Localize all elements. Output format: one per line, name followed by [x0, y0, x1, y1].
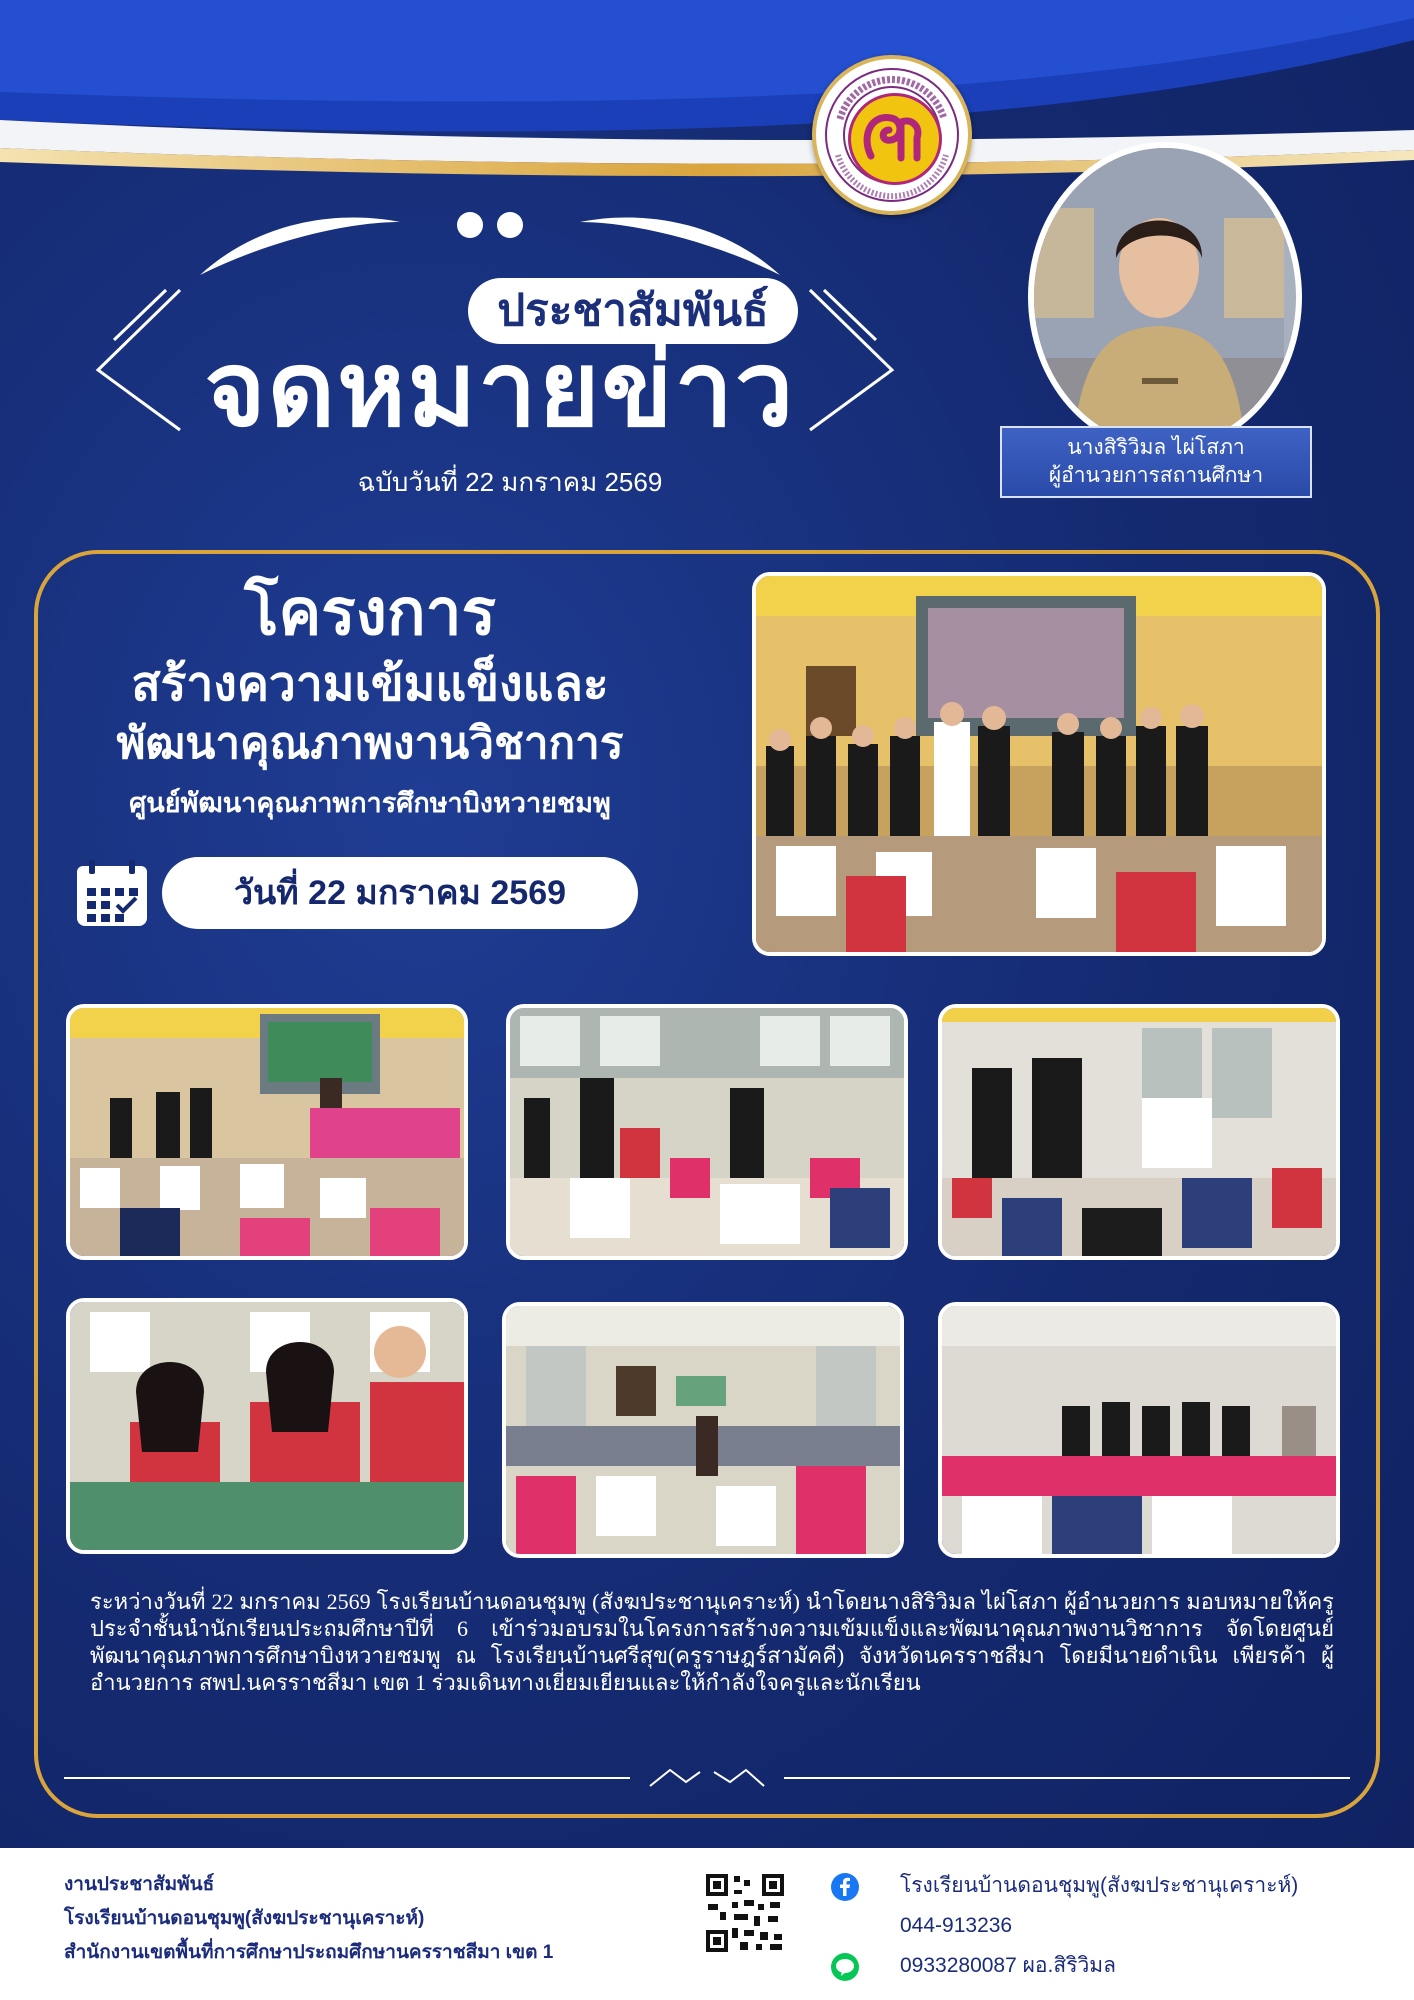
footer-office: สำนักงานเขตพื้นที่การศึกษาประถมศึกษานครราชสีมา เขต 1: [64, 1942, 554, 1963]
director-photo: [1028, 142, 1302, 452]
director-caption: [1000, 426, 1312, 498]
issue-date: ฉบับวันที่ 22 มกราคม 2569: [357, 467, 663, 497]
project-label: โครงการ: [244, 576, 496, 648]
photo-classroom-6: [938, 1302, 1340, 1558]
facebook-icon: [830, 1872, 860, 1902]
footer-dept: งานประชาสัมพันธ์: [64, 1874, 215, 1895]
photo-classroom-1: [66, 1004, 468, 1260]
project-title-line-2: พัฒนาคุณภาพงานวิชาการ: [116, 719, 624, 768]
facebook-label: โรงเรียนบ้านดอนชุมพู(สังฆประชานุเคราะห์): [900, 1874, 1299, 1897]
footer-organization: [64, 1868, 553, 1970]
project-heading: [100, 570, 640, 826]
phone-number: 044-913236: [900, 1914, 1013, 1937]
facebook-contact[interactable]: [830, 1866, 1390, 1906]
divider: [64, 1766, 1350, 1790]
footer-contacts: [830, 1866, 1390, 1986]
news-body: ระหว่างวันที่ 22 มกราคม 2569 โรงเรียนบ้านดอนชุมพู (สังฆประชานุเคราะห์) นำโดยนางสิริวิมล ไผ่โสภา ผู้อำนวยการ มอบหมายให้ครูประจำชั้นนำนักเรียนประถมศึกษาปีที่ 6 เข้าร่วมอบรมในโครงการสร้างความเข้มแข็งและพัฒนาคุณภาพงานวิชาการ จัดโดยศูนย์พัฒนาคุณภาพการศึกษาบิงหวายชมพู ณ โรงเรียนบ้านศรีสุข(ครูราษฎร์สามัคคี) จังหวัดนครราชสีมา โดยมีนายดำเนิน เพียรค้า ผู้อำนวยการ สพป.นครราชสีมา เขต 1 ร่วมเดินทางเยี่ยมเยียนและให้กำลังใจครูและนักเรียน: [90, 1589, 1334, 1695]
footer: [0, 1848, 1414, 2000]
director-name: นางสิริวิมล ไผ่โสภา: [1067, 436, 1245, 459]
newsletter-title: จดหมายข่าว: [204, 332, 796, 448]
photo-classroom-3: [938, 1004, 1340, 1260]
qr-code[interactable]: [704, 1872, 786, 1954]
photo-classroom-5: [502, 1302, 904, 1558]
project-title-line-1: สร้างความเข้มแข็งและ: [131, 658, 609, 711]
line-contact[interactable]: [830, 1946, 1390, 1986]
calendar-icon: [74, 858, 150, 928]
photo-classroom-2: [506, 1004, 908, 1260]
project-organizer: ศูนย์พัฒนาคุณภาพการศึกษาบิงหวายชมพู: [129, 788, 611, 818]
director-position: ผู้อำนวยการสถานศึกษา: [1048, 464, 1264, 487]
line-label: 0933280087 ผอ.สิริวิมล: [900, 1954, 1116, 1977]
photo-classroom-4: [66, 1298, 468, 1554]
phone-contact[interactable]: [830, 1906, 1390, 1946]
section-label: ประชาสัมพันธ์: [468, 278, 798, 344]
footer-school: โรงเรียนบ้านดอนชุมพู(สังฆประชานุเคราะห์): [64, 1908, 425, 1929]
line-icon: [830, 1952, 860, 1982]
event-date: วันที่ 22 มกราคม 2569: [162, 857, 638, 929]
photo-group-main: [752, 572, 1326, 956]
